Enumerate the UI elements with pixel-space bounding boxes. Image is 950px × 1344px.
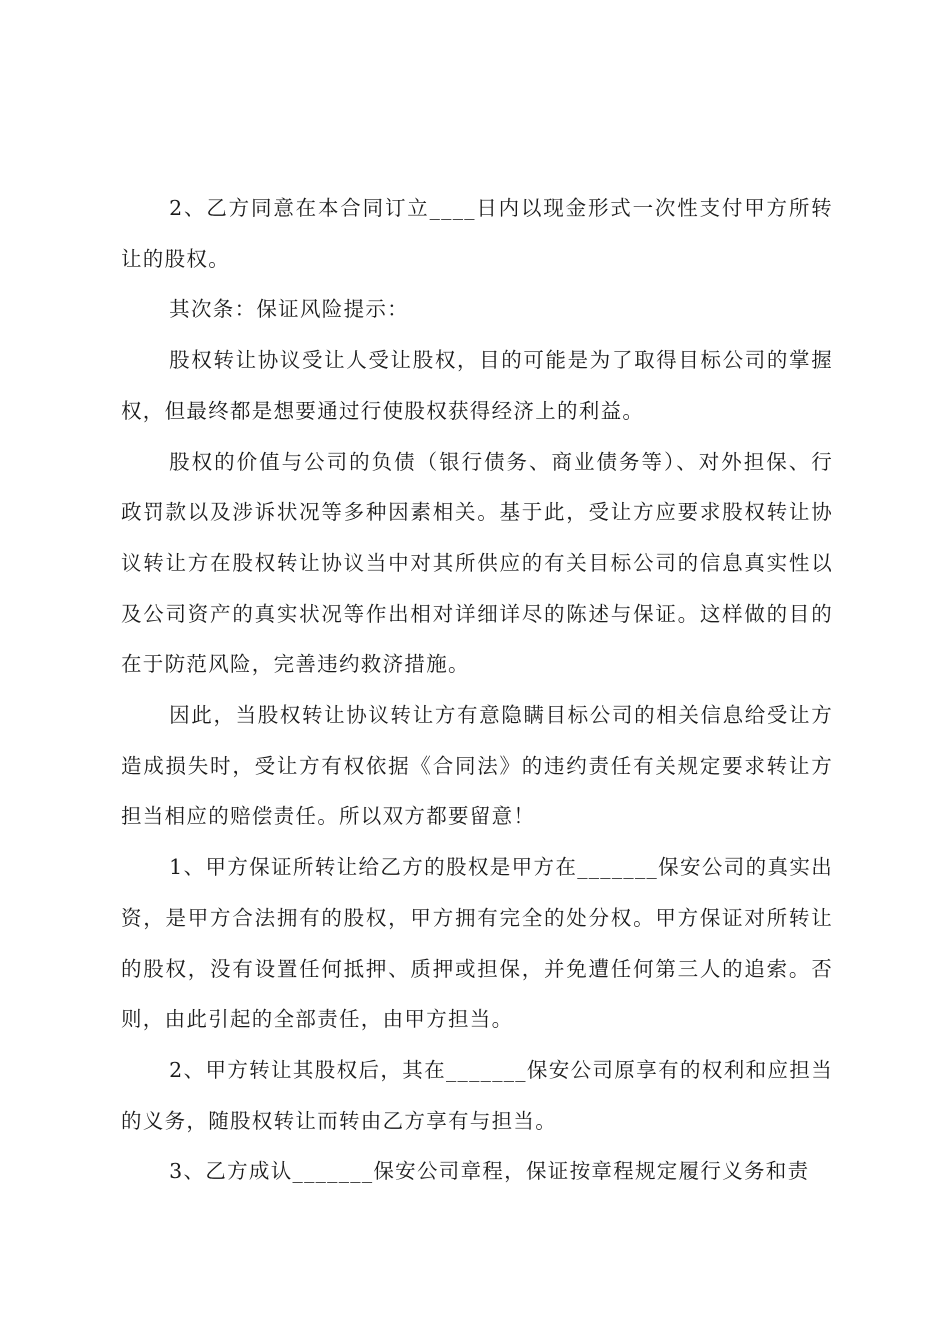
document-body (121, 183, 833, 1197)
paragraph-transferee-purpose: 股权转让协议受让人受让股权，目的可能是为了取得目标公司的掌握权，但最终都是想要通过行使股权获得经济上的利益。 (121, 348, 833, 423)
paragraph-payment-clause: 2、乙方同意在本合同订立____日内以现金形式一次性支付甲方所转让的股权。 (121, 196, 833, 271)
paragraph-section-heading: 其次条：保证风险提示： (169, 297, 409, 322)
paragraph-clause-3: 3、乙方成认_______保安公司章程，保证按章程规定履行义务和责 (169, 1159, 810, 1184)
paragraph-clause-2: 2、甲方转让其股权后，其在_______保安公司原享有的权利和应担当的义务，随股权转让而转由乙方享有与担当。 (121, 1057, 833, 1133)
paragraph-clause-1: 1、甲方保证所转让给乙方的股权是甲方在_______保安公司的真实出资，是甲方合法拥有的股权，甲方拥有完全的处分权。甲方保证对所转让的股权，没有设置任何抵押、质押或担保，并免遭任何第三人的追索。否则，由此引起的全部责任，由甲方担当。 (121, 855, 833, 1032)
paragraph-equity-value: 股权的价值与公司的负债（银行债务、商业债务等）、对外担保、行政罚款以及涉诉状况等多种因素相关。基于此，受让方应要求股权转让协议转让方在股权转让协议当中对其所供应的有关目标公司的信息真实性以及公司资产的真实状况等作出相对详细详尽的陈述与保证。这样做的目的在于防范风险，完善违约救济措施。 (121, 449, 833, 677)
paragraph-liability-note: 因此，当股权转让协议转让方有意隐瞒目标公司的相关信息给受让方造成损失时，受让方有权依据《合同法》的违约责任有关规定要求转让方担当相应的赔偿责任。所以双方都要留意！ (121, 703, 833, 829)
